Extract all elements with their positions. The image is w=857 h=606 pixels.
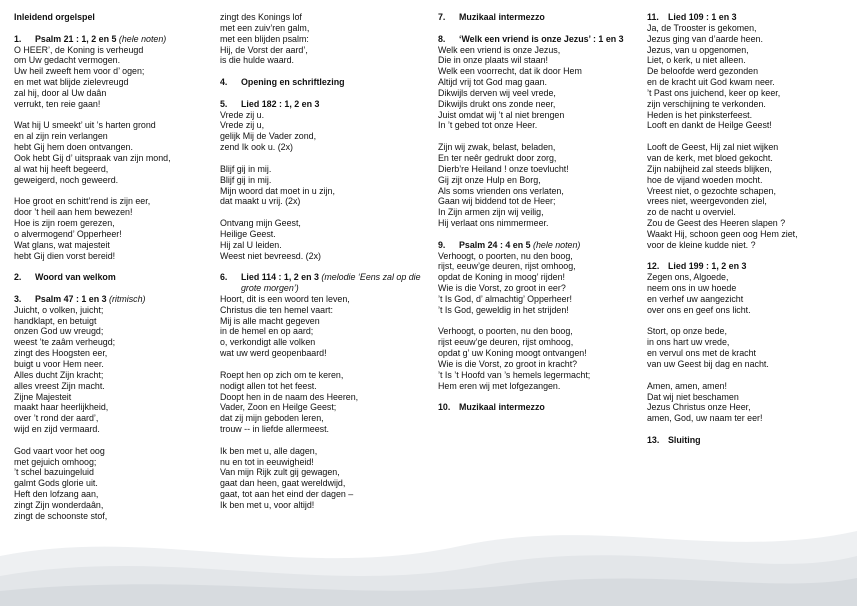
column-2 [220, 12, 432, 511]
section-heading-9 [438, 240, 640, 251]
verse-line: is die hulde waard. [220, 55, 295, 66]
verse-line: O HEER’, de Koning is verheugd [14, 44, 144, 55]
column-1 [14, 12, 214, 522]
verse-line: dat zij mijn geboden leren, [220, 413, 324, 424]
section-number: 1. [14, 33, 22, 44]
verse-line: Dierb’re Heiland ! onze toevlucht! [438, 163, 569, 174]
verse-block [647, 23, 847, 131]
verse-line: Zijne Majesteit [14, 391, 72, 402]
section-number: 2. [14, 272, 22, 283]
verse-block [14, 446, 214, 522]
section-heading-3 [14, 294, 214, 305]
verse-block [220, 110, 432, 153]
section-heading-4 [220, 77, 432, 88]
verse-line: In ’t gebed tot onze Heer. [438, 120, 538, 131]
verse-line: van de kerk, met bloed gekocht. [647, 152, 773, 163]
verse-line: In Zijn armen zijn wij veilig, [438, 207, 544, 218]
verse-line: Hij, de Vorst der aard’, [220, 44, 308, 55]
verse-block [647, 142, 847, 250]
verse-line: verrukt, ten reie gaan! [14, 98, 101, 109]
verse-line: Hij verlaat ons nimmermeer. [438, 218, 549, 229]
section-heading-2 [14, 272, 214, 283]
verse-block [647, 326, 847, 369]
verse-line: Hij zal U leiden. [220, 239, 282, 250]
section-number: 13. [647, 434, 660, 445]
verse-line: Jezus ging van d’aarde heen. [647, 33, 763, 44]
verse-line: Stort, op onze bede, [647, 326, 727, 337]
verse-line: Vrede zij u, [220, 120, 265, 131]
verse-line: over ons en geef ons licht. [647, 304, 751, 315]
section-number: 8. [438, 33, 446, 44]
verse-line: en al zijn rein verlangen [14, 131, 108, 142]
verse-line: Ja, de Trooster is gekomen, [647, 22, 757, 33]
verse-line: buigt u voor Hem neer. [14, 359, 104, 369]
verse-line: Liet, o kerk, u niet alleen. [647, 55, 746, 66]
verse-line: Hoe groot en schitt’rend is zijn eer, [14, 196, 151, 207]
verse-line: Amen, amen, amen! [647, 380, 727, 391]
verse-line: zal hij, door al Uw daân [14, 87, 107, 98]
verse-block [14, 305, 214, 435]
verse-line: vrees niet, weergevonden ziel, [647, 196, 767, 207]
verse-line: Jezus, van u opgenomen, [647, 44, 749, 55]
section-number: 6. [220, 272, 228, 283]
verse-line: met een zuiv’ren galm, [220, 22, 310, 33]
verse-line: neem ons in uw hoede [647, 283, 737, 294]
verse-line: rijst eeuw’ge deuren, rijst omhoog, [438, 337, 574, 348]
section-heading-6 [220, 272, 432, 294]
verse-line: Christus die ten hemel vaart: [220, 304, 333, 315]
verse-line: Looft en dankt de Heilge Geest! [647, 120, 772, 131]
section-number: 4. [220, 77, 228, 88]
verse-line: met een blijden psalm: [220, 33, 309, 44]
verse-block [438, 326, 640, 391]
verse-line: Uw heil zweeft hem voor d’ ogen; [14, 66, 145, 77]
section-heading-text: Woord van welkom [35, 272, 116, 283]
verse-block [220, 294, 432, 359]
section-heading-text: Muzikaal intermezzo [459, 12, 545, 22]
verse-line: wijd en zijd vermaard. [14, 424, 100, 435]
verse-line: Ook hebt Gij d’ uitspraak van zijn mond, [14, 152, 171, 163]
verse-line: Jezus Christus onze Heer, [647, 402, 751, 413]
verse-line: voor de kleine kudde niet. ? [647, 239, 756, 250]
verse-line: weest ’te zaâm verheugd; [14, 337, 116, 348]
section-note: (hele noten) [118, 33, 167, 44]
verse-line: onzen God uw vreugd; [14, 326, 104, 337]
section-note: (hele noten) [533, 239, 581, 250]
verse-block [220, 446, 432, 511]
verse-line: hebt Gij hem doen ontvangen. [14, 142, 133, 153]
verse-line: Roept hen op zich om te keren, [220, 369, 344, 380]
verse-line: zend Ik ook u. (2x) [220, 142, 294, 153]
verse-block [220, 12, 432, 66]
section-heading-text: Opening en schriftlezing [241, 77, 345, 88]
section-heading-1 [14, 34, 214, 45]
verse-line: gaat, tot aan het eind der dagen – [220, 489, 354, 500]
verse-block [220, 164, 432, 207]
verse-line: Ik ben met u, voor altijd! [220, 499, 315, 510]
verse-line: Gaan wij biddend tot de Heer; [438, 196, 556, 207]
verse-line: Ik ben met u, alle dagen, [220, 445, 318, 456]
verse-line: Looft de Geest, Hij zal niet wijken [647, 142, 779, 153]
section-number: 12. [647, 261, 660, 272]
verse-line: zo de nacht u overviel. [647, 207, 736, 218]
verse-line: nodigt allen tot het feest. [220, 380, 317, 391]
section-number: 11. [647, 12, 659, 22]
column-4 [647, 12, 847, 446]
verse-line: hebt Gij dien vorst bereid! [14, 250, 116, 261]
verse-line: door ’t heil aan hem bewezen! [14, 207, 133, 218]
verse-line: zingt Zijn wonderdaân, [14, 499, 104, 510]
verse-line: gelijk Mij de Vader zond, [220, 131, 317, 142]
verse-line: Ontvang mijn Geest, [220, 218, 301, 229]
section-heading-text: Lied 182 : 1, 2 en 3 [241, 98, 320, 109]
verse-line: Wie is die Vorst, zo groot in eer? [438, 283, 566, 294]
section-heading-text: Sluiting [668, 434, 701, 445]
verse-block [438, 45, 640, 132]
verse-line: ’t Past ons juichend, keer op keer, [647, 87, 781, 98]
section-note: (ritmisch) [109, 293, 146, 304]
verse-line: ’t schel bazuingeluid [14, 467, 94, 478]
verse-line: nu en tot in eeuwigheid! [220, 456, 314, 467]
verse-line: Wie is die Vorst, zo groot in kracht? [438, 359, 578, 369]
verse-line: opdat g’ uw Koning moogt ontvangen! [438, 348, 587, 359]
verse-line: o alvermogend’ Opperheer! [14, 228, 122, 239]
verse-line: Blijf gij in mij. [220, 163, 272, 174]
verse-line: Zijn wij zwak, belast, beladen, [438, 142, 556, 153]
section-heading-text: Lied 109 : 1 en 3 [668, 12, 737, 22]
verse-line: alles vreest Zijn macht. [14, 380, 105, 391]
verse-line: Heft den lofzang aan, [14, 489, 99, 500]
verse-line: ’t Is God, d’ almachtig’ Opperheer! [438, 293, 573, 304]
verse-line: amen, God, uw naam ter eer! [647, 413, 763, 424]
verse-line: geweigerd, noch geweerd. [14, 174, 119, 185]
verse-line: handklapt, en betuigt [14, 315, 97, 326]
verse-line: Weest niet bevreesd. (2x) [220, 250, 321, 261]
section-number: 10. [438, 402, 451, 413]
verse-line: En ter neêr gedrukt door zorg, [438, 152, 557, 163]
verse-line: in ons hart uw vrede, [647, 337, 730, 348]
verse-line: Zegen ons, Algoede, [647, 272, 729, 283]
verse-line: zingt des Hoogsten eer, [14, 348, 108, 359]
verse-line: Altijd vrij tot God mag gaan. [438, 77, 548, 88]
verse-line: zijn verschijning te verkonden. [647, 98, 766, 109]
verse-line: Vrede zij u. [220, 109, 265, 120]
verse-line: maakt haar heerlijkheid, [14, 402, 109, 413]
verse-line: om Uw gedacht vermogen. [14, 55, 121, 66]
verse-block [438, 142, 640, 229]
verse-line: Hoort, dit is een woord ten leven, [220, 293, 350, 304]
verse-line: wat uw werd geopenbaard! [220, 348, 327, 359]
verse-line: gaat dan heen, gaat wereldwijd, [220, 478, 346, 489]
verse-line: De beloofde werd gezonden [647, 66, 759, 77]
section-heading-10 [438, 402, 640, 413]
verse-line: Gij zijt onze Hulp en Borg, [438, 174, 541, 185]
verse-line: dat maakt u vrij. (2x) [220, 196, 301, 207]
verse-block [14, 45, 214, 110]
section-heading-text: Lied 114 : 1, 2 en 3 [241, 272, 319, 283]
section-heading-text: Muzikaal intermezzo [459, 402, 545, 413]
verse-line: en met wat blijde zielevreugd [14, 77, 129, 88]
verse-line: Verhoogt, o poorten, nu den boog, [438, 326, 573, 337]
verse-line: Hoe is zijn roem gerezen, [14, 218, 115, 229]
verse-line: God vaart voor het oog [14, 445, 105, 456]
verse-block [220, 218, 432, 261]
verse-line: opdat de Koning in moog’ rijden! [438, 272, 565, 283]
section-heading-5 [220, 99, 432, 110]
verse-line: van uw Geest bij dag en nacht. [647, 359, 769, 369]
verse-line: Hem eren wij met lofgezangen. [438, 380, 561, 391]
verse-line: Dikwijls drukt ons zonde neer, [438, 98, 556, 109]
verse-line: Mijn woord dat moet in u zijn, [220, 185, 335, 196]
verse-block [647, 272, 847, 315]
verse-line: Mij is alle macht gegeven [220, 315, 320, 326]
verse-line: Welk een vriend is onze Jezus, [438, 44, 561, 55]
verse-line: Doopt hen in de naam des Heeren, [220, 391, 359, 402]
verse-line: Juicht, o volken, juicht; [14, 304, 104, 315]
section-heading-13 [647, 435, 847, 446]
verse-line: zingt des Konings lof [220, 12, 302, 22]
verse-line: Wat hij U smeekt’ uit ’s harten grond [14, 120, 156, 131]
verse-line: Wat glans, wat majesteit [14, 239, 110, 250]
verse-line: Heden is het pinksterfeest. [647, 109, 753, 120]
verse-line: Dat wij niet beschamen [647, 391, 739, 402]
verse-line: Dikwijls derven wij veel vrede, [438, 87, 556, 98]
section-heading-text: Psalm 47 : 1 en 3 [35, 293, 107, 304]
verse-line: rijst, eeuw’ge deuren, rijst omhoog, [438, 261, 576, 272]
section-heading-11 [647, 12, 847, 23]
section-number: 3. [14, 293, 22, 304]
section-note: (melodie ‘Eens zal op die grote morgen’) [241, 272, 424, 294]
verse-line: Zou de Geest des Heeren slapen ? [647, 218, 786, 229]
section-heading-text: Psalm 24 : 4 en 5 [459, 239, 531, 250]
verse-line: Alles ducht Zijn kracht; [14, 369, 104, 380]
verse-line: Die in onze plaats wil staan! [438, 55, 549, 66]
verse-line: Vreest niet, o gezochte schapen, [647, 185, 776, 196]
verse-line: trouw -- in liefde allermeest. [220, 424, 330, 435]
verse-block [647, 381, 847, 424]
section-number: 9. [438, 239, 446, 250]
verse-block [438, 251, 640, 316]
verse-line: galmt Gods glorie uit. [14, 478, 98, 489]
section-title: Inleidend orgelspel [14, 12, 95, 22]
section-heading-text: Psalm 21 : 1, 2 en 5 [35, 33, 117, 44]
verse-line: Waakt Hij, schoon geen oog Hem ziet, [647, 228, 798, 239]
verse-line: zingt de schoonste stof, [14, 510, 108, 521]
verse-line: en verhef uw aangezicht [647, 293, 744, 304]
verse-line: met gejuich omhoog; [14, 456, 97, 467]
verse-line: ’t Is God, geweldig in het strijden! [438, 304, 569, 315]
verse-line: Zijn nabijheid zal steeds blijken, [647, 163, 772, 174]
verse-line: en vervul ons met de kracht [647, 348, 757, 359]
verse-line: over ’t rond der aard’, [14, 413, 99, 424]
section-number: 5. [220, 98, 228, 109]
verse-line: ’t Is ’t Hoofd van ’s hemels legermacht; [438, 369, 591, 380]
verse-line: Heilige Geest. [220, 228, 276, 239]
column-3 [438, 12, 640, 413]
verse-line: hoe de vijand woeden mocht. [647, 174, 763, 185]
verse-line: Verhoogt, o poorten, nu den boog, [438, 250, 573, 261]
verse-line: Vader, Zoon en Heilge Geest; [220, 402, 337, 413]
verse-line: Als soms vrienden ons verlaten, [438, 185, 564, 196]
section-number: 7. [438, 12, 446, 22]
verse-line: in de hemel en op aard; [220, 326, 314, 337]
verse-block [220, 370, 432, 435]
verse-block [14, 120, 214, 185]
verse-line: Juist omdat wij ’t al niet brengen [438, 109, 565, 120]
verse-line: Blijf gij in mij. [220, 174, 272, 185]
section-heading-8 [438, 34, 640, 45]
section-heading-7 [438, 12, 640, 23]
verse-line: Van mijn Rijk zult gij gewagen, [220, 467, 340, 478]
verse-block [14, 196, 214, 261]
section-heading-text: ‘Welk een vriend is onze Jezus’ : 1 en 3 [459, 33, 624, 44]
verse-line: o, verkondigt alle volken [220, 337, 316, 348]
section-heading-12 [647, 261, 847, 272]
verse-line: en de kracht uit God kwam neer. [647, 77, 775, 88]
verse-line: al wat hij heeft begeerd, [14, 163, 109, 174]
verse-line: Welk een voorrecht, dat ik door Hem [438, 66, 582, 77]
section-heading-text: Lied 199 : 1, 2 en 3 [668, 261, 747, 272]
